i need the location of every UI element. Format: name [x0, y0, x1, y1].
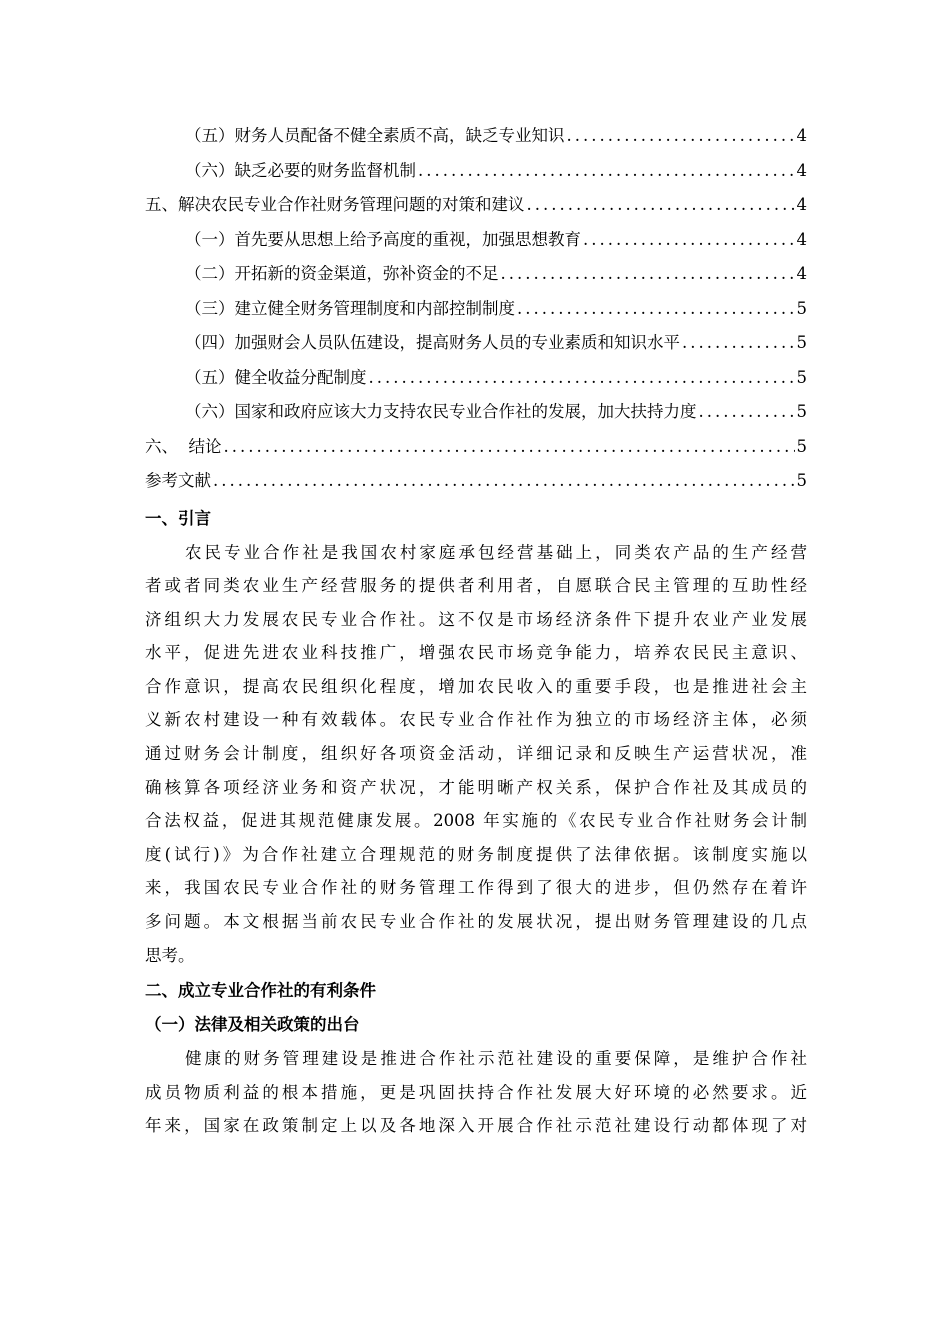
toc-entry-title: 六、 结论 [145, 436, 222, 456]
document-page [145, 122, 807, 1143]
toc-entry-title: 五、解决农民专业合作社财务管理问题的对策和建议 [145, 195, 525, 214]
paragraph-line: 多问题。本文根据当前农民专业合作社的发展状况，提出财务管理建设的几点 [145, 912, 807, 932]
toc-entry-title: （六）国家和政府应该大力支持农民专业合作社的发展，加大扶持力度 [185, 402, 697, 421]
toc-entry-page: 4 [796, 126, 807, 145]
paragraph-line: 来，我国农民专业合作社的财务管理工作得到了很大的进步，但仍然存在着许 [145, 878, 807, 898]
paragraph-line: 成员物质利益的根本措施，更是巩固扶持合作社发展大好环境的必然要求。近 [145, 1082, 807, 1102]
toc-entry[interactable] [145, 226, 807, 261]
section-heading-introduction: 一、引言 [145, 508, 211, 528]
toc-entry-title: （三）建立健全财务管理制度和内部控制制度 [185, 298, 515, 318]
paragraph-line: 义新农村建设一种有效载体。农民专业合作社作为独立的市场经济主体，必须 [145, 710, 807, 730]
toc-entry-title: （五）健全收益分配制度 [185, 367, 367, 387]
toc-leader-dots [682, 333, 795, 352]
paragraph-line: 水平，促进先进农业科技推广，增强农民市场竞争能力，培养农民民主意识、 [145, 643, 807, 663]
toc-entry-page: 5 [796, 402, 807, 421]
toc-entry[interactable] [145, 433, 807, 468]
toc-leader-dots [501, 264, 795, 283]
toc-entry[interactable] [145, 398, 807, 433]
toc-leader-dots [517, 299, 795, 318]
paragraph-line: 农民专业合作社是我国农村家庭承包经营基础上，同类农产品的生产经营 [185, 542, 807, 562]
paragraph-line: 年来，国家在政策制定上以及各地深入开展合作社示范社建设行动都体现了对 [145, 1116, 807, 1136]
toc-entry[interactable] [145, 157, 807, 192]
toc-entry-page: 5 [796, 436, 807, 456]
toc-entry-page: 4 [796, 195, 807, 214]
toc-leader-dots [213, 471, 795, 490]
toc-entry[interactable] [145, 191, 807, 226]
paragraph-line: 通过财务会计制度，组织好各项资金活动，详细记录和反映生产运营状况，准 [145, 744, 807, 764]
toc-entry[interactable] [145, 329, 807, 364]
toc-entry[interactable] [145, 467, 807, 502]
toc-leader-dots [699, 402, 795, 421]
toc-leader-dots [224, 437, 795, 456]
toc-leader-dots [418, 161, 795, 180]
paragraph-line: 者或者同类农业生产经营服务的提供者利用者，自愿联合民主管理的互助性经 [145, 576, 807, 596]
introduction-paragraph [145, 536, 807, 973]
toc-entry[interactable] [145, 295, 807, 330]
toc-entry-page: 5 [796, 471, 807, 490]
toc-entry-title: （二）开拓新的资金渠道，弥补资金的不足 [185, 264, 499, 283]
toc-entry-page: 4 [796, 160, 807, 180]
toc-entry-page: 5 [796, 298, 807, 318]
toc-entry-page: 4 [796, 264, 807, 283]
toc-leader-dots [369, 368, 795, 387]
paragraph-line: 合法权益，促进其规范健康发展。2008 年实施的《农民专业合作社财务会计制 [145, 811, 807, 831]
section-heading-favorable-conditions: 二、成立专业合作社的有利条件 [145, 981, 376, 1001]
toc-leader-dots [527, 195, 795, 214]
toc-entry-page: 5 [796, 333, 807, 352]
table-of-contents [145, 122, 807, 502]
paragraph-line: 度(试行)》为合作社建立合理规范的财务制度提供了法律依据。该制度实施以 [145, 844, 807, 864]
toc-entry-page: 5 [796, 367, 807, 387]
paragraph-line: 合作意识，提高农民组织化程度，增加农民收入的重要手段，也是推进社会主 [145, 676, 807, 696]
paragraph-line: 济组织大力发展农民专业合作社。这不仅是市场经济条件下提升农业产业发展 [145, 609, 807, 629]
paragraph-line: 健康的财务管理建设是推进合作社示范社建设的重要保障，是维护合作社 [185, 1049, 807, 1069]
toc-entry-title: （五）财务人员配备不健全素质不高，缺乏专业知识 [185, 126, 565, 145]
toc-entry-title: 参考文献 [145, 471, 211, 490]
toc-entry-title: （六）缺乏必要的财务监督机制 [185, 160, 416, 180]
toc-entry[interactable] [145, 364, 807, 399]
toc-entry-title: （四）加强财会人员队伍建设，提高财务人员的专业素质和知识水平 [185, 333, 680, 352]
paragraph-line: 思考。 [145, 945, 195, 965]
toc-entry[interactable] [145, 122, 807, 157]
laws-policies-paragraph [145, 1042, 807, 1143]
paragraph-line: 确核算各项经济业务和资产状况，才能明晰产权关系，保护合作社及其成员的 [145, 777, 807, 797]
toc-entry[interactable] [145, 260, 807, 295]
toc-entry-title: （一）首先要从思想上给予高度的重视，加强思想教育 [185, 229, 581, 249]
toc-leader-dots [567, 126, 795, 145]
toc-entry-page: 4 [796, 229, 807, 249]
subsection-heading-laws-policies: （一）法律及相关政策的出台 [145, 1015, 360, 1035]
toc-leader-dots [583, 230, 795, 249]
